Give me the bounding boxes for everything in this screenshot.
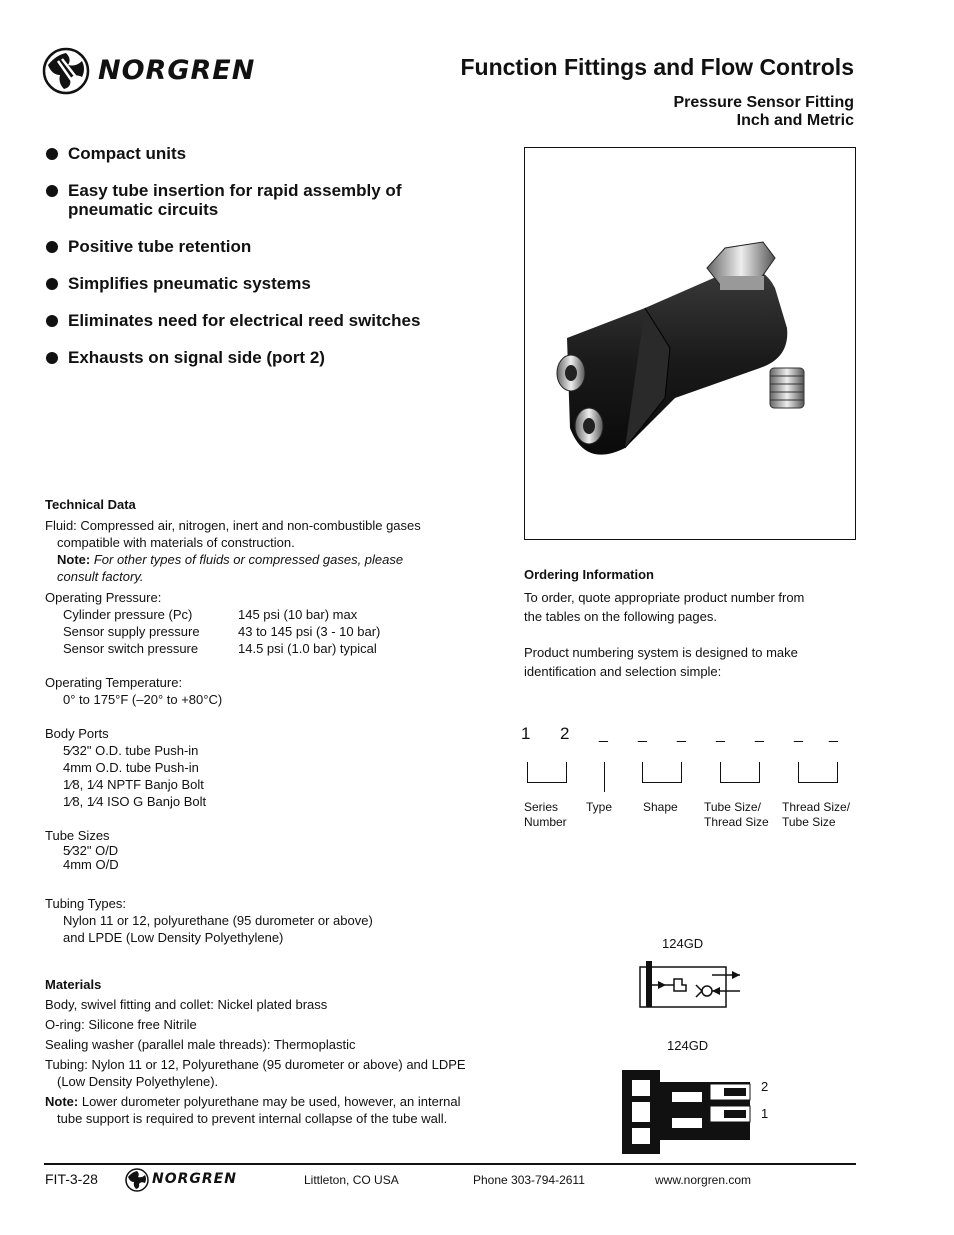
subtitle-line-2: Inch and Metric [736, 112, 854, 129]
tubing-line: Nylon 11 or 12, polyurethane (95 durometer or above) [63, 913, 373, 928]
pressure-table [63, 606, 380, 657]
ordering-paragraph-1: To order, quote appropriate product number from the tables on the following pages. [524, 590, 805, 624]
product-photo [524, 147, 856, 540]
material-line: Sealing washer (parallel male threads): Thermoplastic [45, 1037, 356, 1052]
materials-note-2: tube support is required to prevent internal collapse of the tube wall. [57, 1111, 448, 1126]
bullet-icon [46, 241, 58, 253]
ports-heading: Body Ports [45, 726, 109, 741]
fluid-line: Fluid: Compressed air, nitrogen, inert and non-combustible gases [45, 518, 421, 533]
fluid-line-2: compatible with materials of construction. [57, 535, 295, 550]
material-line: Body, swivel fitting and collet: Nickel plated brass [45, 997, 328, 1012]
bracket-type [604, 762, 605, 792]
port-2-label: 2 [761, 1079, 769, 1094]
footer-location: Littleton, CO USA [304, 1173, 399, 1187]
footer-brand: NORGREN [152, 1171, 237, 1187]
symbol-label: 124GD [662, 936, 704, 951]
label-tube-size: Tube Size/ Thread Size [704, 800, 769, 829]
fluid-note-2: consult factory. [57, 569, 144, 584]
bullet-icon [46, 315, 58, 327]
blank-slot: _ [716, 726, 725, 743]
feature-item: Eliminates need for electrical reed switches [44, 311, 484, 330]
table-row: Sensor supply pressure 43 to 145 psi (3 - 10 bar) [63, 624, 381, 639]
label-type: Type [586, 800, 613, 814]
tube-size-item: 4mm O/D [63, 857, 119, 872]
footer-website-link[interactable]: www.norgren.com [655, 1173, 752, 1187]
bullet-icon [46, 185, 58, 197]
footer-phone: Phone 303-794-2611 [473, 1173, 585, 1187]
blank-slot: _ [677, 726, 686, 743]
section-label: 124GD [667, 1038, 709, 1053]
material-line: O-ring: Silicone free Nitrile [45, 1017, 197, 1032]
blank-slot: _ [638, 726, 647, 743]
feature-item: Easy tube insertion for rapid assembly of pneumatic circuits [44, 181, 484, 219]
digit-2: 2 [560, 724, 570, 743]
tube-size-item: 5⁄32" O/D [63, 843, 119, 858]
pressure-heading: Operating Pressure: [45, 590, 162, 605]
technical-data-section [45, 496, 515, 946]
page-title: Function Fittings and Flow Controls [460, 54, 854, 80]
globe-logo-icon [42, 47, 90, 95]
table-row: Sensor switch pressure 14.5 psi (1.0 bar) typical [63, 641, 377, 656]
tubing-heading: Tubing Types: [45, 896, 126, 911]
bracket-thread-size [798, 762, 838, 783]
port-item: 5⁄32" O.D. tube Push-in [63, 743, 199, 758]
label-shape: Shape [643, 800, 678, 814]
digit-1: 1 [521, 724, 531, 743]
material-line: Tubing: Nylon 11 or 12, Polyurethane (95 durometer or above) and LDPE [45, 1057, 466, 1072]
bracket-series [527, 762, 567, 783]
materials-section [45, 976, 520, 1127]
blank-slot: _ [599, 726, 608, 743]
feature-item: Compact units [44, 144, 484, 163]
feature-item: Positive tube retention [44, 237, 484, 256]
pressure-sensor-fitting-image [525, 148, 855, 539]
feature-item: Exhausts on signal side (port 2) [44, 348, 484, 367]
materials-note: Note: Lower durometer polyurethane may be used, however, an internal [45, 1094, 461, 1109]
port-item: 4mm O.D. tube Push-in [63, 760, 199, 775]
label-series: Series Number [524, 800, 567, 829]
ordering-section [524, 566, 854, 681]
table-row: Cylinder pressure (Pc) 145 psi (10 bar) max [63, 607, 358, 622]
label-thread-size: Thread Size/ Tube Size [782, 800, 851, 829]
bracket-shape [642, 762, 682, 783]
pneumatic-symbol-diagram [636, 955, 746, 1011]
blank-slot: _ [829, 726, 838, 743]
port-1-label: 1 [761, 1106, 769, 1121]
technical-data-heading: Technical Data [45, 497, 136, 512]
blank-slot: _ [755, 726, 764, 743]
brand-wordmark: NORGREN [98, 55, 256, 86]
materials-heading: Materials [45, 977, 102, 992]
page-number: FIT-3-28 [45, 1171, 98, 1187]
cross-section-diagram [618, 1066, 758, 1156]
temperature-value: 0° to 175°F (–20° to +80°C) [63, 692, 223, 707]
footer-globe-icon [125, 1168, 149, 1192]
ordering-paragraph-2: Product numbering system is designed to make identification and selection simple: [524, 645, 798, 679]
ordering-heading: Ordering Information [524, 567, 654, 582]
bullet-icon [46, 278, 58, 290]
material-line: (Low Density Polyethylene). [57, 1074, 219, 1089]
tubing-line: and LPDE (Low Density Polyethylene) [63, 930, 284, 945]
bullet-icon [46, 352, 58, 364]
feature-list [44, 144, 484, 385]
blank-slot: _ [794, 726, 803, 743]
port-item: 1⁄8, 1⁄4 ISO G Banjo Bolt [63, 794, 207, 809]
bullet-icon [46, 148, 58, 160]
page-subtitle [520, 94, 854, 130]
feature-item: Simplifies pneumatic systems [44, 274, 484, 293]
tube-sizes-heading: Tube Sizes [45, 828, 110, 843]
norgren-logo [42, 47, 302, 95]
footer [45, 1170, 857, 1192]
numbering-scheme [520, 722, 860, 837]
fluid-note: Note: For other types of fluids or compressed gases, please [57, 552, 404, 567]
bracket-tube-size [720, 762, 760, 783]
port-item: 1⁄8, 1⁄4 NPTF Banjo Bolt [63, 777, 204, 792]
footer-divider [44, 1163, 856, 1165]
temperature-heading: Operating Temperature: [45, 675, 183, 690]
subtitle-line-1: Pressure Sensor Fitting [673, 94, 854, 111]
